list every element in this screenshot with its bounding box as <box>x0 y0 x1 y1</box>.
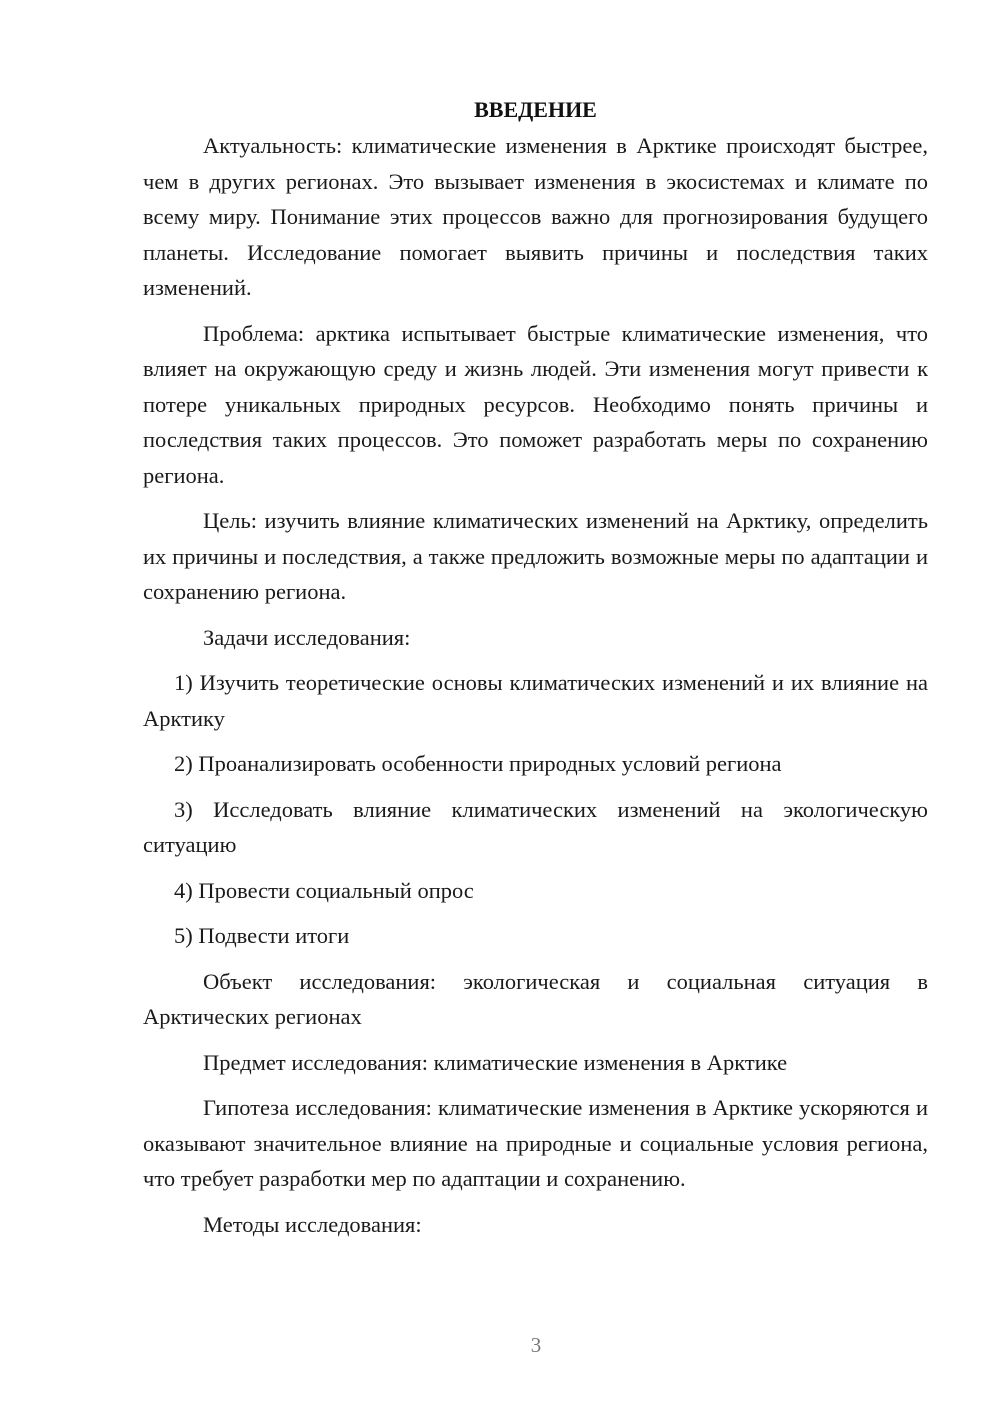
object-paragraph: Объект исследования: экологическая и социальная ситуация в Арктических регионах <box>143 968 928 1029</box>
task-item-4: 4) Провести социальный опрос <box>174 877 474 903</box>
section-title: ВВЕДЕНИЕ <box>474 97 597 122</box>
methods-heading: Методы исследования: <box>203 1211 422 1237</box>
goal-paragraph: Цель: изучить влияние климатических изменений на Арктику, определить их причины и последствия, а также предложить возможные меры по адаптации и сохранению региона. <box>143 508 928 604</box>
tasks-heading: Задачи исследования: <box>203 624 411 650</box>
page-number: 3 <box>530 1333 542 1357</box>
task-item-2: 2) Проанализировать особенности природных условий региона <box>174 751 782 776</box>
task-item-3: 3) Исследовать влияние климатических изменений на экологическую ситуацию <box>143 796 928 857</box>
document-page <box>143 95 928 1252</box>
relevance-paragraph: Актуальность: климатические изменения в Арктике происходят быстрее, чем в других регионах. Это вызывает изменения в экосистемах и климате по всему миру. Понимание этих процессов важно для прогнозирования будущего планеты. Исследование помогает выявить причины и последствия таких изменений. <box>143 133 928 300</box>
task-item-5: 5) Подвести итоги <box>174 923 350 948</box>
task-item-1: 1) Изучить теоретические основы климатических изменений и их влияние на Арктику <box>143 670 928 731</box>
subject-paragraph: Предмет исследования: климатические изменения в Арктике <box>203 1049 788 1075</box>
problem-paragraph: Проблема: арктика испытывает быстрые климатические изменения, что влияет на окружающую среду и жизнь людей. Эти изменения могут привести к потере уникальных природных ресурсов. Необходимо понять причины и последствия таких процессов. Это поможет разработать меры по сохранению региона. <box>143 320 928 488</box>
hypothesis-paragraph: Гипотеза исследования: климатические изменения в Арктике ускоряются и оказывают значительное влияние на природные и социальные условия региона, что требует разработки мер по адаптации и сохранению. <box>143 1095 928 1191</box>
